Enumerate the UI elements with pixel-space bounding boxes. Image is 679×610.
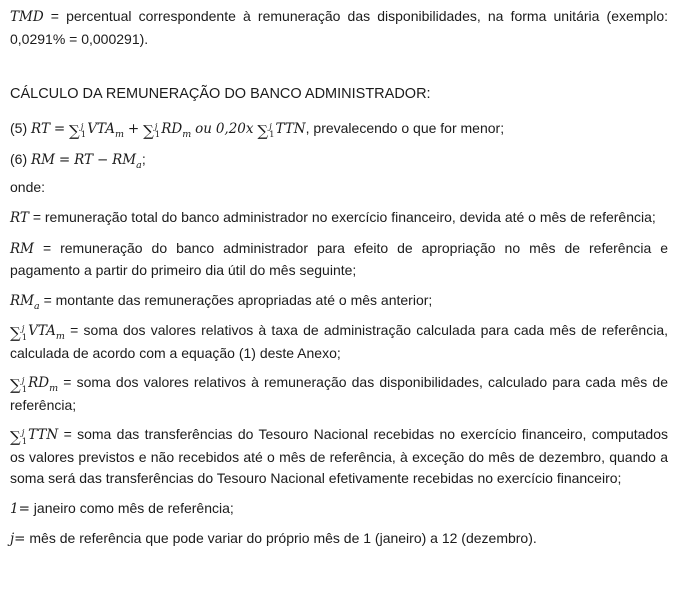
summation-icon xyxy=(143,123,160,140)
def-rma-text: = montante das remunerações apropriadas até o mês anterior; xyxy=(43,291,433,308)
def-january xyxy=(10,498,668,521)
sigma-symbol: ∑ xyxy=(10,324,21,342)
def-rd xyxy=(10,372,668,416)
math-term-tmd: TMD xyxy=(10,9,44,25)
sigma-symbol: ∑ xyxy=(257,121,269,140)
math-term-rd: RD xyxy=(161,120,183,137)
equals-sign: = xyxy=(58,151,71,168)
equation-5 xyxy=(10,115,668,143)
summation-lower-limit: 1 xyxy=(154,130,161,140)
math-term-j: j= xyxy=(10,531,26,547)
summation-lower-limit: 1 xyxy=(21,384,28,395)
def-ttn xyxy=(10,424,668,490)
summation-lower-limit: 1 xyxy=(269,130,275,140)
def-rt-text: = remuneração total do banco administrador no exercício financeiro, devida até o mês de referência; xyxy=(32,209,656,225)
subscript-m: m xyxy=(182,128,192,140)
def-rm xyxy=(10,238,668,282)
summation-upper-limit: j xyxy=(21,376,25,386)
def-ttn-text: = soma das transferências do Tesouro Nacional recebidas no exercício financeiro, computados os valores previstos e não recebidos até o mês de referência, à exceção do mês de dezembro, quando a soma será das transferências do Tesouro Nacional efetivamente recebidas no exercício financeiro; xyxy=(10,426,668,486)
subscript-m: m xyxy=(49,382,59,394)
math-term-rm: RM xyxy=(10,240,34,257)
summation-upper-limit: j xyxy=(21,428,25,438)
summation-icon xyxy=(69,123,86,140)
summation-upper-limit: j xyxy=(269,121,272,132)
summation-limits xyxy=(269,123,274,140)
math-term-vta: VTA xyxy=(87,120,115,137)
equation-6-number: (6) xyxy=(10,150,28,167)
math-term-one: 1= xyxy=(10,500,30,517)
math-term-rma: RM xyxy=(112,151,137,168)
math-term-rm: RM xyxy=(31,151,56,168)
summation-limits xyxy=(22,377,27,394)
def-vta-text: = soma dos valores relativos à taxa de administração calculada para cada mês de referência, calculada de acordo com a equação (1) deste Anexo; xyxy=(10,322,668,361)
summation-icon xyxy=(10,377,27,394)
summation-upper-limit: j xyxy=(154,121,158,132)
summation-icon xyxy=(10,429,27,446)
section-heading: CÁLCULO DA REMUNERAÇÃO DO BANCO ADMINISTRADOR: xyxy=(10,86,431,102)
math-term-rd: RD xyxy=(28,375,50,391)
def-j-text: mês de referência que pode variar do próprio mês de 1 (janeiro) a 12 (dezembro). xyxy=(29,530,537,546)
math-term-ttn: TTN xyxy=(28,427,59,443)
summation-lower-limit: 1 xyxy=(21,332,28,343)
equation-5-tail: , prevalecendo o que for menor; xyxy=(305,119,505,136)
math-term-ttn: TTN xyxy=(275,120,306,137)
math-term-rt: RT xyxy=(10,210,29,226)
summation-limits xyxy=(22,325,27,342)
equation-6-end: ; xyxy=(141,150,146,167)
summation-limits xyxy=(155,123,160,140)
equation-5-number: (5) xyxy=(10,119,28,136)
para-tmd-definition xyxy=(10,6,668,50)
summation-lower-limit: 1 xyxy=(21,436,28,447)
summation-upper-limit: j xyxy=(80,121,84,132)
sigma-symbol: ∑ xyxy=(143,121,154,140)
math-term-rma: RM xyxy=(10,292,34,309)
plus-sign: + xyxy=(127,120,140,137)
summation-limits xyxy=(22,429,27,446)
math-term-vta: VTA xyxy=(28,323,56,339)
summation-upper-limit: j xyxy=(21,324,25,334)
summation-icon xyxy=(10,325,27,342)
def-rma xyxy=(10,290,668,313)
equals-sign: = xyxy=(53,120,66,137)
equation-6 xyxy=(10,146,668,174)
tmd-definition-text: = percentual correspondente à remuneração das disponibilidades, na forma unitária (exemplo: 0,0291% = 0,000291). xyxy=(10,8,669,47)
math-term-rt: RT xyxy=(31,120,50,137)
math-term-rt: RT xyxy=(74,151,94,168)
summation-icon xyxy=(257,123,274,140)
def-january-text: janeiro como mês de referência; xyxy=(33,499,234,516)
or-word: ou xyxy=(195,120,212,137)
sigma-symbol: ∑ xyxy=(10,428,21,446)
subscript-m: m xyxy=(55,330,65,342)
subscript-a: a xyxy=(136,159,142,171)
def-rd-text: = soma dos valores relativos à remuneração das disponibilidades, calculado para cada mês de referência; xyxy=(10,374,668,413)
def-rt xyxy=(10,207,668,230)
def-rm-text: = remuneração do banco administrador para efeito de apropriação no mês de referência e pagamento a partir do primeiro dia útil do mês seguinte; xyxy=(10,239,668,278)
subscript-m: m xyxy=(114,128,124,140)
math-factor: 0,20x xyxy=(215,120,254,137)
para-onde: onde: xyxy=(10,178,46,195)
def-vta xyxy=(10,320,668,364)
summation-lower-limit: 1 xyxy=(80,130,87,140)
sigma-symbol: ∑ xyxy=(69,121,80,140)
def-j xyxy=(10,528,668,551)
subscript-a: a xyxy=(34,300,40,312)
sigma-symbol: ∑ xyxy=(10,376,21,394)
summation-limits xyxy=(81,123,86,140)
minus-sign: − xyxy=(96,151,109,168)
